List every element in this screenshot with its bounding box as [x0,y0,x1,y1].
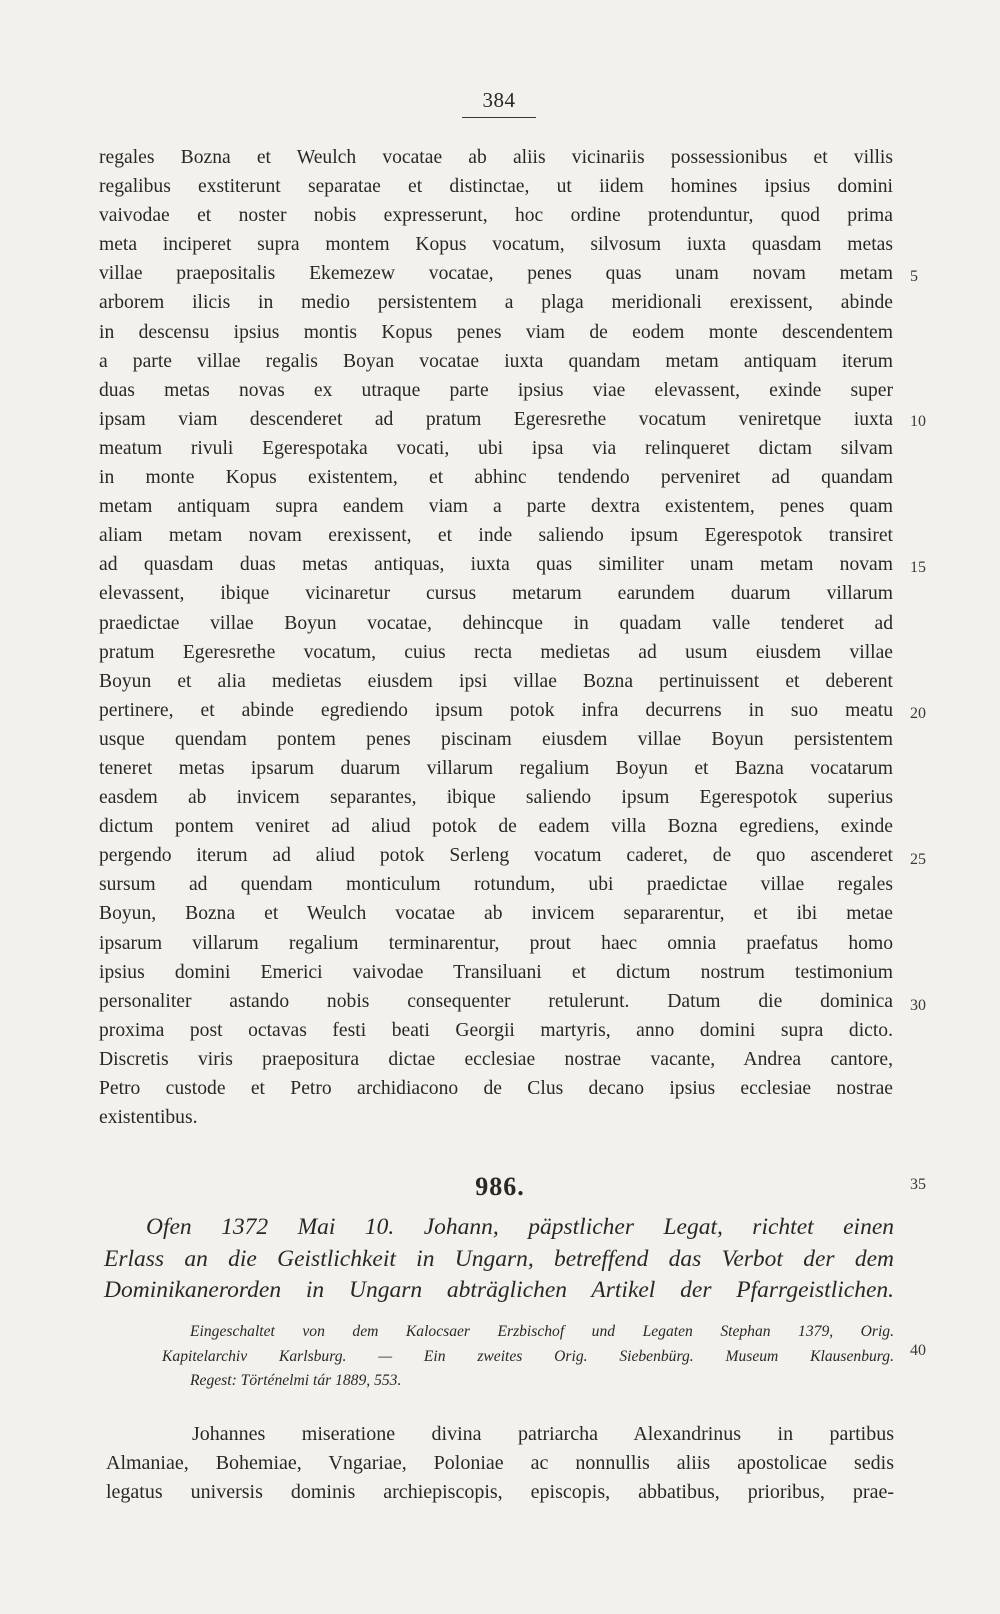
text-line: regalibus exstiterunt separatae et distinctae, ut iidem homines ipsius domini [99,176,893,198]
margin-line-number: 5 [910,268,918,285]
text-line: Johannes miseratione divina patriarcha Alexandrinus in partibus [192,1423,894,1445]
text-line: in monte Kopus existentem, et abhinc tendendo perveniret ad quandam [99,467,893,489]
text-line: Petro custode et Petro archidiacono de Clus decano ipsius ecclesiae nostrae [99,1078,893,1099]
text-line: Boyun et alia medietas eiusdem ipsi villae Bozna pertinuissent et deberent [99,670,893,692]
text-line: in descensu ipsius montis Kopus penes viam de eodem monte descendentem [99,321,893,343]
text-line: usque quendam pontem penes piscinam eiusdem villae Boyun persistentem [99,728,893,750]
document-heading [104,1212,894,1307]
regest-line: Regest: Történelmi tár 1889, 553. [190,1372,402,1389]
text-line: teneret metas ipsarum duarum villarum regalium Boyun et Bazna vocatarum [99,757,893,779]
text-line: pratum Egeresrethe vocatum, cuius recta medietas ad usum eiusdem villae [99,641,893,663]
margin-line-number: 40 [910,1342,926,1359]
text-line: a parte villae regalis Boyan vocatae iuxta quandam metam antiquam iterum [99,350,893,372]
document-number: 986. [475,1172,525,1201]
margin-line-number: 35 [910,1176,926,1193]
margin-line-number: 15 [910,559,926,576]
text-line: Boyun, Bozna et Weulch vocatae ab invicem separarentur, et ibi metae [99,903,893,925]
text-line: ad quasdam duas metas antiquas, iuxta quas similiter unam metam novam [99,554,893,576]
text-line: duas metas novas ex utraque parte ipsius viae elevassent, exinde super [99,379,893,401]
text-line: ipsarum villarum regalium terminarentur, prout haec omnia praefatus homo [99,932,893,954]
text-line: villae praepositalis Ekemezew vocatae, penes quas unam novam metam [99,263,893,285]
margin-line-number: 30 [910,997,926,1014]
text-line: metam antiquam supra eandem viam a parte dextra existentem, penes quam [99,496,893,518]
margin-line-number: 20 [910,705,926,722]
heading-line: Dominikanerorden in Ungarn abträglichen Artikel der Pfarrgeistlichen. [104,1277,894,1303]
source-notes [162,1320,894,1394]
text-line: pergendo iterum ad aliud potok Serleng vocatum caderet, de quo ascenderet [99,845,893,867]
heading-line: Ofen 1372 Mai 10. Johann, päpstlicher Legat, richtet einen [146,1214,894,1240]
text-line: sursum ad quendam monticulum rotundum, ubi praedictae villae regales [99,874,893,896]
text-line: praedictae villae Boyun vocatae, dehincque in quadam valle tenderet ad [99,612,893,634]
text-line: elevassent, ibique vicinaretur cursus metarum earundem duarum villarum [99,583,893,605]
text-line: regales Bozna et Weulch vocatae ab aliis vicinariis possessionibus et villis [99,147,893,168]
text-line: Discretis viris praepositura dictae ecclesiae nostrae vacante, Andrea cantore, [99,1048,893,1070]
text-line: Almaniae, Bohemiae, Vngariae, Poloniae ac nonnullis aliis apostolicae sedis [106,1452,894,1474]
continuation-text [99,143,893,1132]
text-line: easdem ab invicem separantes, ibique saliendo ipsum Egerespotok superius [99,787,893,809]
heading-line: Erlass an die Geistlichkeit in Ungarn, betreffend das Verbot der dem [104,1245,894,1272]
text-line: dictum pontem veniret ad aliud potok de eadem villa Bozna egrediens, exinde [99,816,893,838]
text-line: aliam metam novam erexissent, et inde saliendo ipsum Egerespotok transiret [99,525,893,547]
text-line: personaliter astando nobis consequenter retulerunt. Datum die dominica [99,990,893,1012]
source-line: Kapitelarchiv Karlsburg. — Ein zweites Orig. Siebenbürg. Museum Klausenburg. [162,1347,894,1365]
text-line: legatus universis dominis archiepiscopis, episcopis, abbatibus, prioribus, prae- [106,1481,894,1503]
text-line: ipsius domini Emerici vaivodae Transiluani et dictum nostrum testimonium [99,961,893,983]
text-line: arborem ilicis in medio persistentem a plaga meridionali erexissent, abinde [99,292,893,314]
document-text [106,1420,894,1507]
text-line: ipsam viam descenderet ad pratum Egeresrethe vocatum veniretque iuxta [99,408,893,430]
margin-line-number: 25 [910,851,926,868]
text-line: vaivodae et noster nobis expresserunt, hoc ordine protenduntur, quod prima [99,205,893,227]
text-line: proxima post octavas festi beati Georgii martyris, anno domini supra dicto. [99,1019,893,1041]
text-line: existentibus. [99,1107,198,1129]
source-line: Eingeschaltet von dem Kalocsaer Erzbischof und Legaten Stephan 1379, Orig. [190,1323,894,1340]
page-number: 384 [462,88,536,118]
text-line: meatum rivuli Egerespotaka vocati, ubi ipsa via relinqueret dictam silvam [99,437,893,459]
margin-line-number: 10 [910,413,926,430]
text-line: pertinere, et abinde egrediendo ipsum potok infra decurrens in suo meatu [99,699,893,721]
text-line: meta inciperet supra montem Kopus vocatum, silvosum iuxta quasdam metas [99,234,893,256]
